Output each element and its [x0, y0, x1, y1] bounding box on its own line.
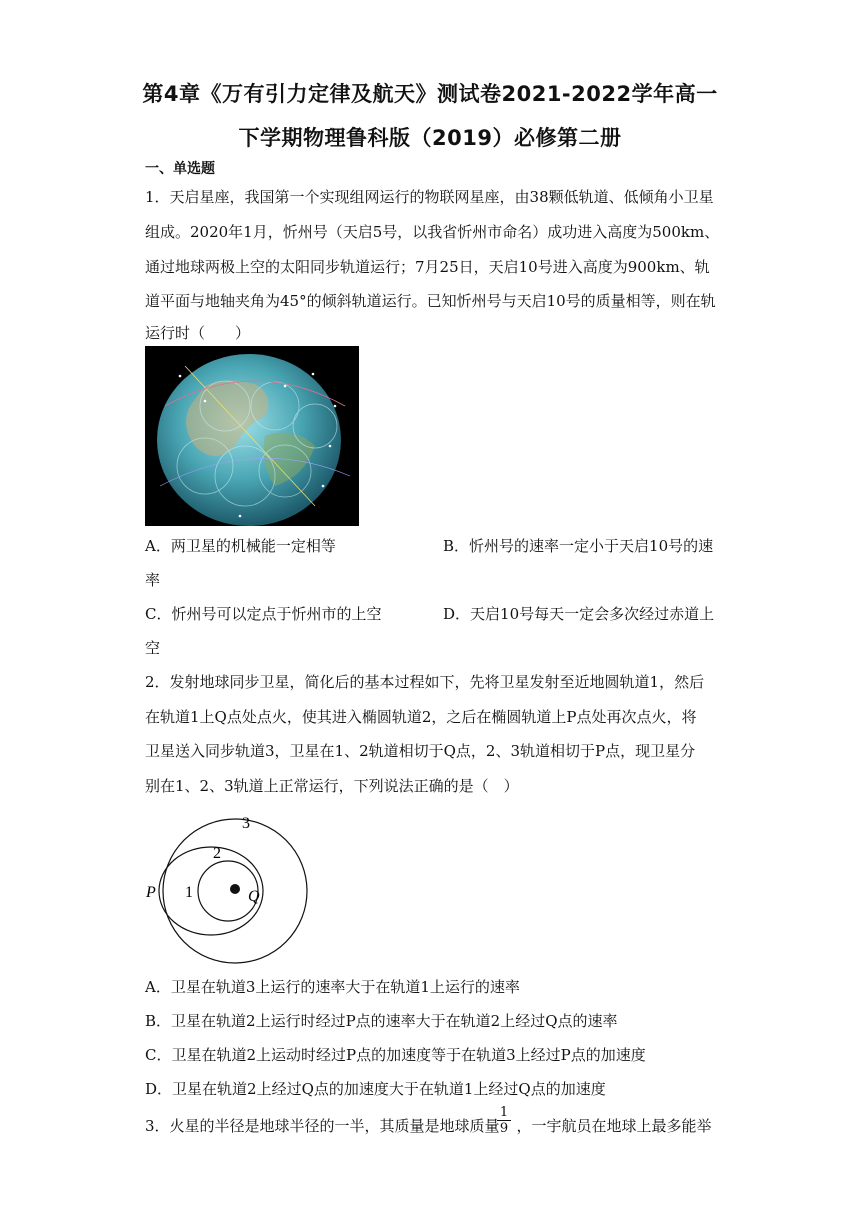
q2-option-c: C．卫星在轨道2上运动时经过P点的加速度等于在轨道3上经过P点的加速度	[145, 1046, 646, 1064]
q2-option-d: D．卫星在轨道2上经过Q点的加速度大于在轨道1上经过Q点的加速度	[145, 1080, 606, 1098]
label-q: Q	[248, 888, 260, 905]
q2-option-a: A．卫星在轨道3上运行的速率大于在轨道1上运行的速率	[145, 978, 520, 996]
label-3: 3	[242, 815, 250, 832]
title-line-2: 下学期物理鲁科版（2019）必修第二册	[238, 126, 622, 150]
satellite-constellation-image	[145, 346, 359, 526]
q1-line-2: 组成。2020年1月，忻州号（天启5号，以我省忻州市命名）成功进入高度为500km、	[145, 223, 720, 241]
q1-line-5: 运行时（ ）	[145, 324, 251, 342]
label-1: 1	[185, 884, 193, 901]
q1-option-a: A．两卫星的机械能一定相等	[145, 537, 336, 555]
label-p: P	[146, 884, 156, 901]
q2-line-1: 2．发射地球同步卫星，简化后的基本过程如下，先将卫星发射至近地圆轨道1，然后	[145, 673, 705, 691]
title-line-1: 第4章《万有引力定律及航天》测试卷2021-2022学年高一	[142, 82, 718, 106]
q2-line-4: 别在1、2、3轨道上正常运行，下列说法正确的是（ ）	[145, 777, 519, 795]
q2-line-3: 卫星送入同步轨道3，卫星在1、2轨道相切于Q点，2、3轨道相切于P点，现卫星分	[145, 742, 696, 760]
q1-option-d: D．天启10号每天一定会多次经过赤道上	[443, 605, 715, 623]
q1-line-1: 1．天启星座，我国第一个实现组网运行的物联网星座，由38颗低轨道、低倾角小卫星	[145, 188, 714, 206]
q1-line-3: 通过地球两极上空的太阳同步轨道运行；7月25日，天启10号进入高度为900km、轨	[145, 258, 710, 276]
q3-text: 3．火星的半径是地球半径的一半，其质量是地球质量	[145, 1117, 500, 1135]
q1-option-b: B．忻州号的速率一定小于天启10号的速	[443, 537, 714, 555]
q3-line-1	[145, 1115, 712, 1136]
q1-line-4: 道平面与地轴夹角为45°的倾斜轨道运行。已知忻州号与天启10号的质量相等，则在轨	[145, 292, 716, 310]
q1-option-d-cont: 空	[145, 639, 161, 657]
earth-dot	[230, 884, 240, 894]
q2-line-2: 在轨道1上Q点处点火，使其进入椭圆轨道2，之后在椭圆轨道上P点处再次点火，将	[145, 708, 697, 726]
q3-fraction	[497, 1105, 511, 1137]
label-2: 2	[213, 845, 221, 862]
q1-option-b-cont: 率	[145, 571, 161, 589]
q3-text-tail: ，一宇航员在地球上最多能举	[516, 1117, 712, 1135]
q2-option-b: B．卫星在轨道2上运行时经过P点的速率大于在轨道2上经过Q点的速率	[145, 1012, 618, 1030]
fraction-denominator: 9	[499, 1121, 509, 1136]
section-heading: 一、单选题	[145, 161, 215, 177]
q1-option-c: C．忻州号可以定点于忻州市的上空	[145, 605, 382, 623]
fraction-numerator: 1	[497, 1105, 511, 1121]
orbit-diagram	[145, 815, 325, 965]
